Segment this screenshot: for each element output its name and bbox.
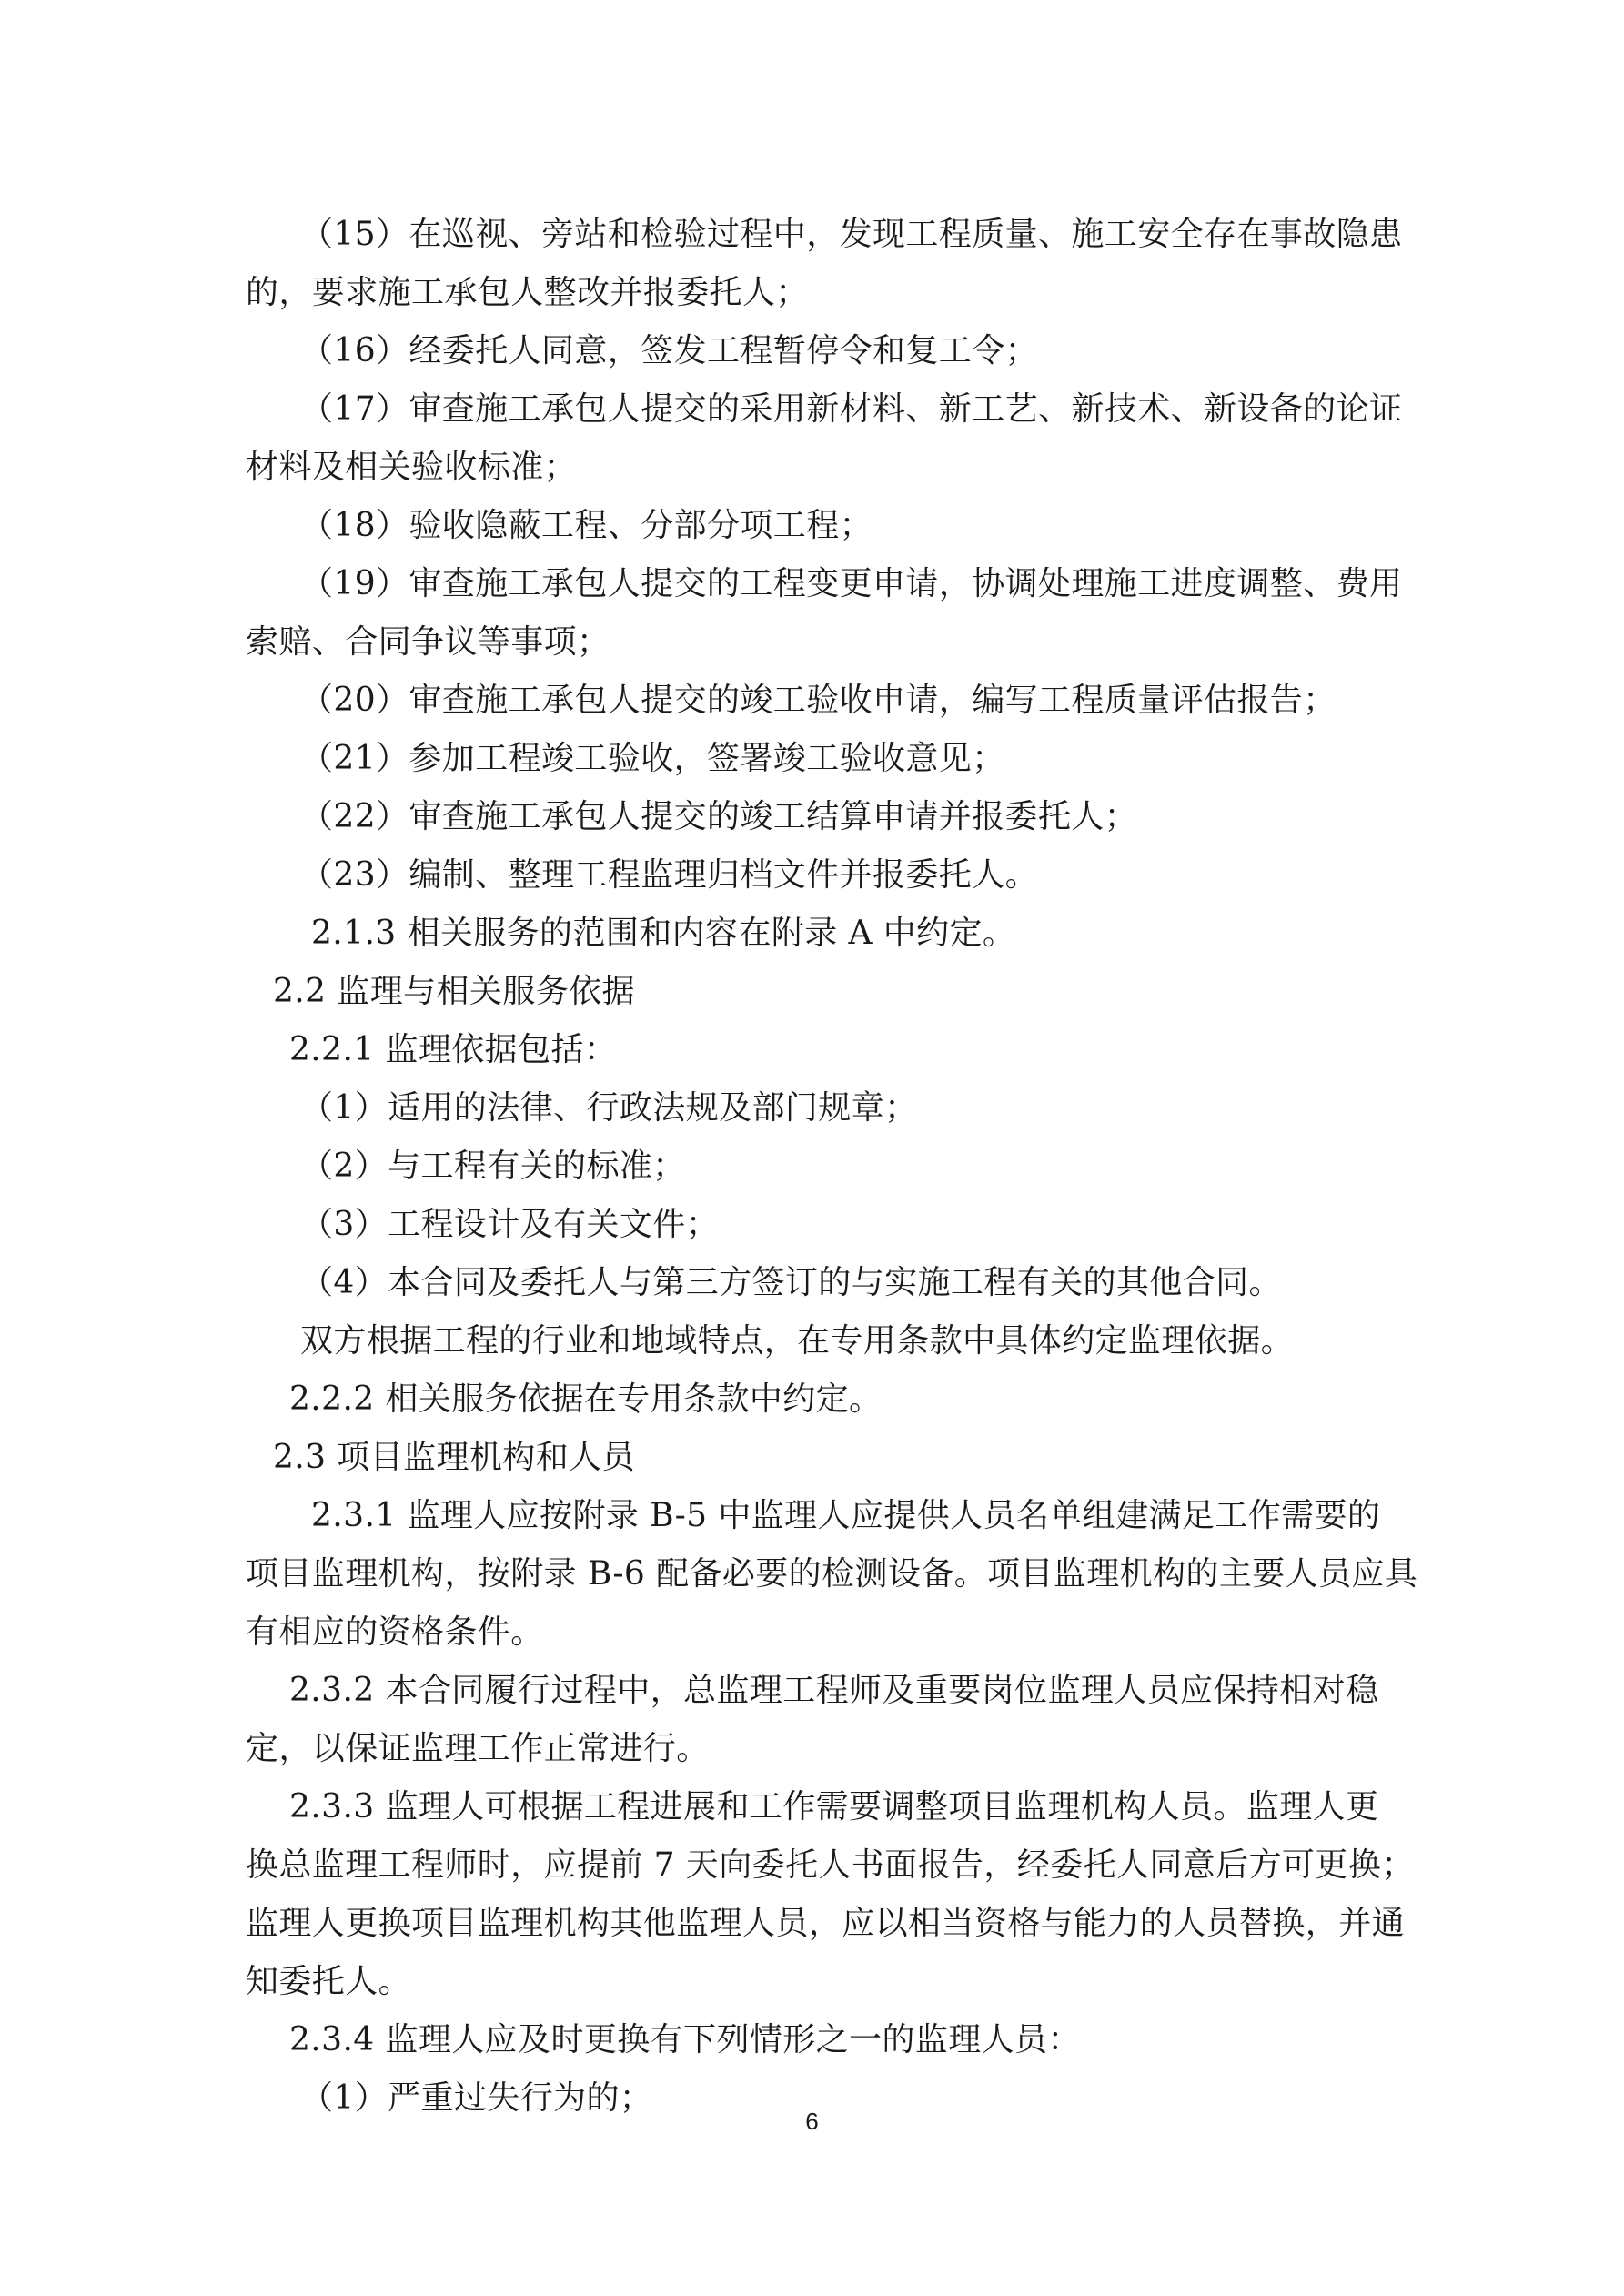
clause-17-line-1: （17）审查施工承包人提交的采用新材料、新工艺、新技术、新设备的论证 xyxy=(300,390,1403,428)
basis-item-4: （4）本合同及委托人与第三方签订的与实施工程有关的其他合同。 xyxy=(300,1264,1282,1301)
clause-21: （21）参加工程竣工验收，签署竣工验收意见； xyxy=(300,740,1005,777)
clause-17-line-2: 材料及相关验收标准； xyxy=(246,449,578,486)
clause-22: （22）审查施工承包人提交的竣工结算申请并报委托人； xyxy=(300,798,1138,835)
basis-item-1: （1）适用的法律、行政法规及部门规章； xyxy=(300,1089,918,1127)
page-number: 6 xyxy=(805,2108,819,2135)
section-2-3-heading: 2.3 项目监理机构和人员 xyxy=(273,1439,635,1476)
section-2-2-2: 2.2.2 相关服务依据在专用条款中约定。 xyxy=(289,1381,883,1418)
basis-item-2: （2）与工程有关的标准； xyxy=(300,1148,686,1185)
clause-15-line-1: （15）在巡视、旁站和检验过程中，发现工程质量、施工安全存在事故隐患 xyxy=(300,216,1403,253)
section-2-3-1-line-3: 有相应的资格条件。 xyxy=(246,1613,544,1651)
section-2-3-2-line-1: 2.3.2 本合同履行过程中，总监理工程师及重要岗位监理人员应保持相对稳 xyxy=(289,1672,1379,1709)
basis-note: 双方根据工程的行业和地域特点，在专用条款中具体约定监理依据。 xyxy=(300,1322,1295,1360)
basis-item-3: （3）工程设计及有关文件； xyxy=(300,1206,720,1243)
section-2-3-3-line-1: 2.3.3 监理人可根据工程进展和工作需要调整项目监理机构人员。监理人更 xyxy=(289,1788,1379,1826)
clause-16: （16）经委托人同意，签发工程暂停令和复工令； xyxy=(300,332,1039,369)
section-2-3-3-line-3: 监理人更换项目监理机构其他监理人员，应以相当资格与能力的人员替换，并通 xyxy=(246,1905,1406,1942)
clause-19-line-2: 索赔、合同争议等事项； xyxy=(246,623,610,661)
section-2-1-3: 2.1.3 相关服务的范围和内容在附录 A 中约定。 xyxy=(311,915,1016,952)
replacement-item-1: （1）严重过失行为的； xyxy=(300,2079,653,2117)
section-2-2-heading: 2.2 监理与相关服务依据 xyxy=(273,973,635,1010)
section-2-3-3-line-2: 换总监理工程师时，应提前 7 天向委托人书面报告，经委托人同意后方可更换； xyxy=(246,1846,1415,1884)
clause-23: （23）编制、整理工程监理归档文件并报委托人。 xyxy=(300,856,1039,894)
section-2-3-1-line-2: 项目监理机构，按附录 B-6 配备必要的检测设备。项目监理机构的主要人员应具 xyxy=(246,1555,1418,1593)
section-2-2-1: 2.2.1 监理依据包括： xyxy=(289,1031,618,1068)
clause-20: （20）审查施工承包人提交的竣工验收申请，编写工程质量评估报告； xyxy=(300,682,1337,719)
section-2-3-3-line-4: 知委托人。 xyxy=(246,1963,412,2000)
clause-15-line-2: 的，要求施工承包人整改并报委托人； xyxy=(246,274,809,311)
document-body xyxy=(246,206,1418,2128)
section-2-3-2-line-2: 定，以保证监理工作正常进行。 xyxy=(246,1730,710,1767)
clause-19-line-1: （19）审查施工承包人提交的工程变更申请，协调处理施工进度调整、费用 xyxy=(300,565,1403,602)
clause-18: （18）验收隐蔽工程、分部分项工程； xyxy=(300,507,873,544)
section-2-3-1-line-1: 2.3.1 监理人应按附录 B-5 中监理人应提供人员名单组建满足工作需要的 xyxy=(311,1497,1381,1534)
section-2-3-4: 2.3.4 监理人应及时更换有下列情形之一的监理人员： xyxy=(289,2021,1081,2058)
